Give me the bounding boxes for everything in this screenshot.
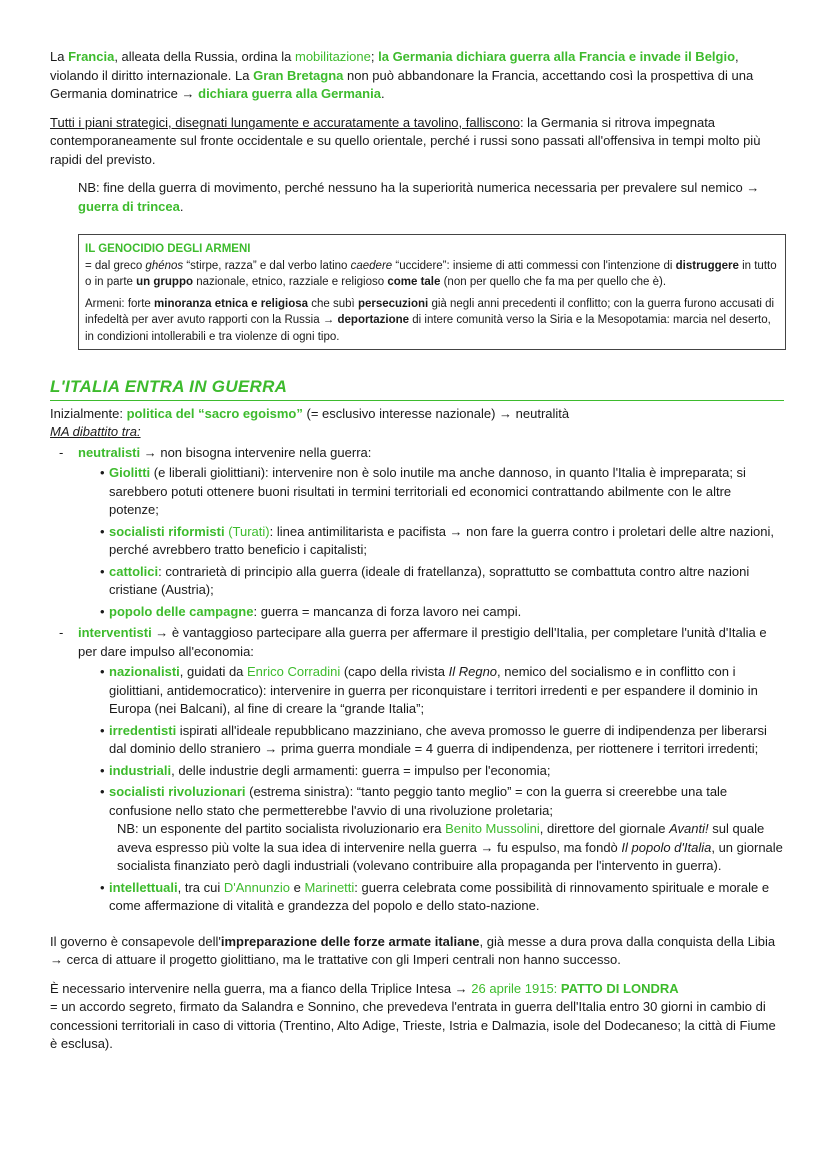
text: : la Germania si ritrova impegnata contemporaneamente sul fronte occidentale e su quello orientale, perché i russi sono passati all'offensiva in tempi molto più rapidi del previsto. bbox=[50, 114, 761, 167]
text: intellettuali bbox=[109, 879, 178, 895]
text: La bbox=[50, 49, 69, 64]
genocide-box bbox=[78, 234, 786, 350]
text: (capo della rivista bbox=[340, 664, 449, 679]
box-definition bbox=[85, 258, 779, 291]
bullet: • bbox=[100, 722, 105, 738]
text: : linea antimilitarista e pacifista → non fare la guerra contro i proletari delle altre nazioni, perché avrebbero tratto beneficio i capitalisti; bbox=[109, 523, 774, 557]
list-item bbox=[100, 563, 784, 600]
dash-marker: - bbox=[59, 444, 64, 460]
term-patto-di-londra: PATTO DI LONDRA bbox=[560, 980, 679, 996]
paragraph-pact bbox=[50, 980, 784, 1054]
text: “stirpe, razza” e dal verbo latino bbox=[183, 259, 351, 272]
intro-line bbox=[50, 405, 784, 424]
term-sacro-egoismo: politica del “sacro egoismo” bbox=[126, 405, 303, 421]
box-title: IL GENOCIDIO DEGLI ARMENI bbox=[85, 243, 251, 255]
neutralists-list bbox=[78, 464, 784, 621]
list-item bbox=[100, 464, 784, 520]
text: , direttore del giornale bbox=[539, 821, 670, 836]
section-heading: L'ITALIA ENTRA IN GUERRA bbox=[50, 378, 784, 401]
text: , tra cui bbox=[177, 879, 224, 895]
text: nazionale, etnico, razziale e religioso bbox=[193, 276, 388, 288]
text: socialisti riformisti bbox=[109, 523, 225, 539]
bullet: • bbox=[100, 563, 105, 579]
text: irredentisti bbox=[109, 722, 177, 738]
text: , guidati da bbox=[179, 664, 248, 679]
term-trincea: guerra di trincea bbox=[78, 198, 180, 214]
text: caedere bbox=[350, 259, 393, 272]
text: : contrarietà di principio alla guerra (ideale di fratellanza), soprattutto se combattuta contro altre nazioni cristiane (Austria); bbox=[109, 563, 750, 597]
term-germania: la Germania dichiara guerra alla Francia e invade il Belgio bbox=[378, 49, 736, 64]
text: D'Annunzio bbox=[223, 879, 290, 895]
text: , nemico del socialismo e in conflitto con i giolittiani, antidemocratico): intervenire in guerra per riconquistare i territori irredenti e per espandere il dominio in Europa (nei Balcani), al fine di creare la “grande Italia”; bbox=[109, 664, 758, 716]
text: ghénos bbox=[145, 259, 184, 272]
text: → è vantaggioso partecipare alla guerra per affermare il prestigio dell'Italia, per completare l'unità d'Italia e per dare impulso all'economia: bbox=[78, 625, 767, 659]
list-item bbox=[100, 762, 784, 781]
text: NB: un esponente del partito socialista rivoluzionario era bbox=[117, 821, 446, 836]
document-page bbox=[50, 48, 784, 1054]
text: (Turati) bbox=[224, 523, 270, 539]
text: un gruppo bbox=[136, 276, 193, 288]
list-item bbox=[100, 722, 784, 759]
text: Armeni: forte bbox=[85, 297, 155, 310]
text: . bbox=[380, 86, 385, 101]
neutralists-group bbox=[50, 444, 784, 622]
interventionists-group bbox=[50, 624, 784, 916]
paragraph-france bbox=[50, 48, 784, 104]
text: Inizialmente: bbox=[50, 405, 127, 421]
text: : guerra = mancanza di forza lavoro nei campi. bbox=[253, 603, 522, 619]
term-neutralisti: neutralisti bbox=[78, 444, 141, 460]
paragraph-government bbox=[50, 933, 784, 970]
bullet: • bbox=[100, 762, 105, 778]
term-interventisti: interventisti bbox=[78, 625, 152, 640]
text: in tutto o in parte bbox=[85, 259, 777, 288]
text: non può abbandonare la Francia, accettando così la prospettiva di una Germania dominatrice → bbox=[50, 67, 754, 101]
dash-marker: - bbox=[59, 625, 64, 640]
text: minoranza etnica e religiosa bbox=[154, 297, 309, 310]
list-item bbox=[100, 663, 784, 719]
paragraph-plans bbox=[50, 114, 784, 170]
text: , già messe a dura prova dalla conquista della Libia → cerca di attuare il progetto giolittiano, ma le trattative con gli Imperi centrali non hanno successo. bbox=[50, 933, 776, 967]
list-item bbox=[100, 603, 784, 622]
text: ispirati all'ideale repubblicano mazziniano, che aveva promosso le guerre di indipendenza per liberarsi dal dominio dello straniero → prima guerra mondiale = 4 guerra di indipendenza, per riottenere i territori irredenti; bbox=[109, 722, 767, 756]
text: che subì bbox=[308, 297, 358, 310]
bullet: • bbox=[100, 664, 105, 679]
text: MA dibattito tra: bbox=[50, 424, 141, 439]
text: persecuzioni bbox=[357, 297, 429, 310]
text: (non per quello che fa ma per quello che è). bbox=[440, 276, 667, 288]
bullet: • bbox=[100, 465, 105, 480]
text: , violando il diritto internazionale. La bbox=[50, 49, 739, 83]
bullet: • bbox=[100, 784, 105, 799]
text: cattolici bbox=[109, 563, 159, 579]
text: popolo delle campagne bbox=[109, 603, 254, 619]
text: già negli anni precedenti il conflitto; con la guerra furono accusati di infedeltà per aver avuto rapporti con la Russia → bbox=[85, 297, 775, 326]
text: Marinetti bbox=[304, 879, 355, 895]
text: impreparazione delle forze armate italiane bbox=[220, 933, 480, 949]
text: (e liberali giolittiani): intervenire non è solo inutile ma anche dannoso, in quanto l'Italia è impreparata; si sarebbero potuti ottenere buoni risultati in termini territoriali ed economici contrattando abilmente con le altre potenze; bbox=[109, 465, 746, 517]
text: = un accordo segreto, firmato da Salandra e Sonnino, che prevedeva l'entrata in guerra dell'Italia entro 30 giorni in cambio di concessioni territoriali in caso di vittoria (Trentino, Alto Adige, Trieste, Istria e Dalmazia, isole del Dodecaneso; la città di Fiume è esclusa). bbox=[50, 999, 776, 1051]
spacer bbox=[50, 919, 784, 933]
text: , un giornale socialista finanziato però dagli industriali (volevano contribuire alla propaganda per l'intervento in guerra). bbox=[117, 839, 783, 873]
text: Giolitti bbox=[109, 465, 151, 480]
text: , alleata della Russia, ordina la bbox=[114, 49, 295, 64]
bullet: • bbox=[100, 879, 105, 895]
text: . bbox=[179, 198, 184, 214]
text: ; bbox=[370, 49, 379, 64]
text: “uccidere”: insieme di atti commessi con l'intenzione di bbox=[392, 259, 676, 272]
text: Benito Mussolini bbox=[445, 821, 540, 836]
list-item bbox=[100, 783, 784, 876]
bullet: • bbox=[100, 523, 105, 539]
list-item bbox=[100, 523, 784, 560]
text: 26 aprile 1915: bbox=[471, 980, 561, 996]
text: È necessario intervenire nella guerra, ma a fianco della Triplice Intesa → bbox=[50, 980, 472, 996]
underlined-text: Tutti i piani strategici, disegnati lungamente e accuratamente a tavolino, falliscono bbox=[50, 114, 520, 130]
text: : guerra celebrata come possibilità di rinnovamento spirituale e morale e come affermazione di vitalità e grandezza del popolo e dello stato-nazione. bbox=[109, 879, 770, 913]
debate-label bbox=[50, 423, 784, 442]
text: (= esclusivo interesse nazionale) → neutralità bbox=[302, 405, 570, 421]
text: Il popolo d'Italia bbox=[621, 839, 712, 855]
box-armenians bbox=[85, 296, 779, 346]
text: sul quale aveva espresso più volte la sua idea di intervenire nella guerra → fu espulso, ma fondò bbox=[117, 821, 765, 855]
text: distruggere bbox=[675, 259, 739, 272]
text: socialisti rivoluzionari bbox=[109, 784, 246, 799]
list-item bbox=[100, 879, 784, 916]
note-mussolini bbox=[117, 820, 784, 876]
term-francia: Francia bbox=[68, 49, 115, 64]
text: NB: fine della guerra di movimento, perché nessuno ha la superiorità numerica necessaria per prevalere sul nemico → bbox=[78, 180, 760, 195]
text: → non bisogna intervenire nella guerra: bbox=[140, 444, 372, 460]
note-trench-war bbox=[78, 179, 784, 216]
text: = dal greco bbox=[85, 259, 146, 272]
text: e bbox=[289, 879, 305, 895]
bullet: • bbox=[100, 603, 105, 619]
term-dichiara-guerra: dichiara guerra alla Germania bbox=[198, 86, 381, 101]
interventionists-list bbox=[78, 663, 784, 916]
text: Avanti! bbox=[669, 821, 709, 836]
text: come tale bbox=[387, 276, 441, 288]
text: deportazione bbox=[337, 314, 410, 326]
text: nazionalisti bbox=[109, 664, 180, 679]
text: (estrema sinistra): “tanto peggio tanto meglio” = con la guerra si creerebbe una tale confusione nello stato che permetterebbe l'avvio di una rivoluzione proletaria; bbox=[109, 784, 728, 818]
text: Enrico Corradini bbox=[247, 664, 341, 679]
text: Il Regno bbox=[448, 664, 498, 679]
term-mobilitazione: mobilitazione bbox=[295, 49, 371, 64]
text: Il governo è consapevole dell' bbox=[50, 933, 221, 949]
text: , delle industrie degli armamenti: guerra = impulso per l'economia; bbox=[171, 762, 551, 778]
term-gran-bretagna: Gran Bretagna bbox=[253, 67, 344, 83]
text: di intere comunità verso la Siria e la Mesopotamia: marcia nel deserto, in condizioni intollerabili e tra violenze di ogni tipo. bbox=[85, 314, 771, 343]
text: industriali bbox=[109, 762, 172, 778]
